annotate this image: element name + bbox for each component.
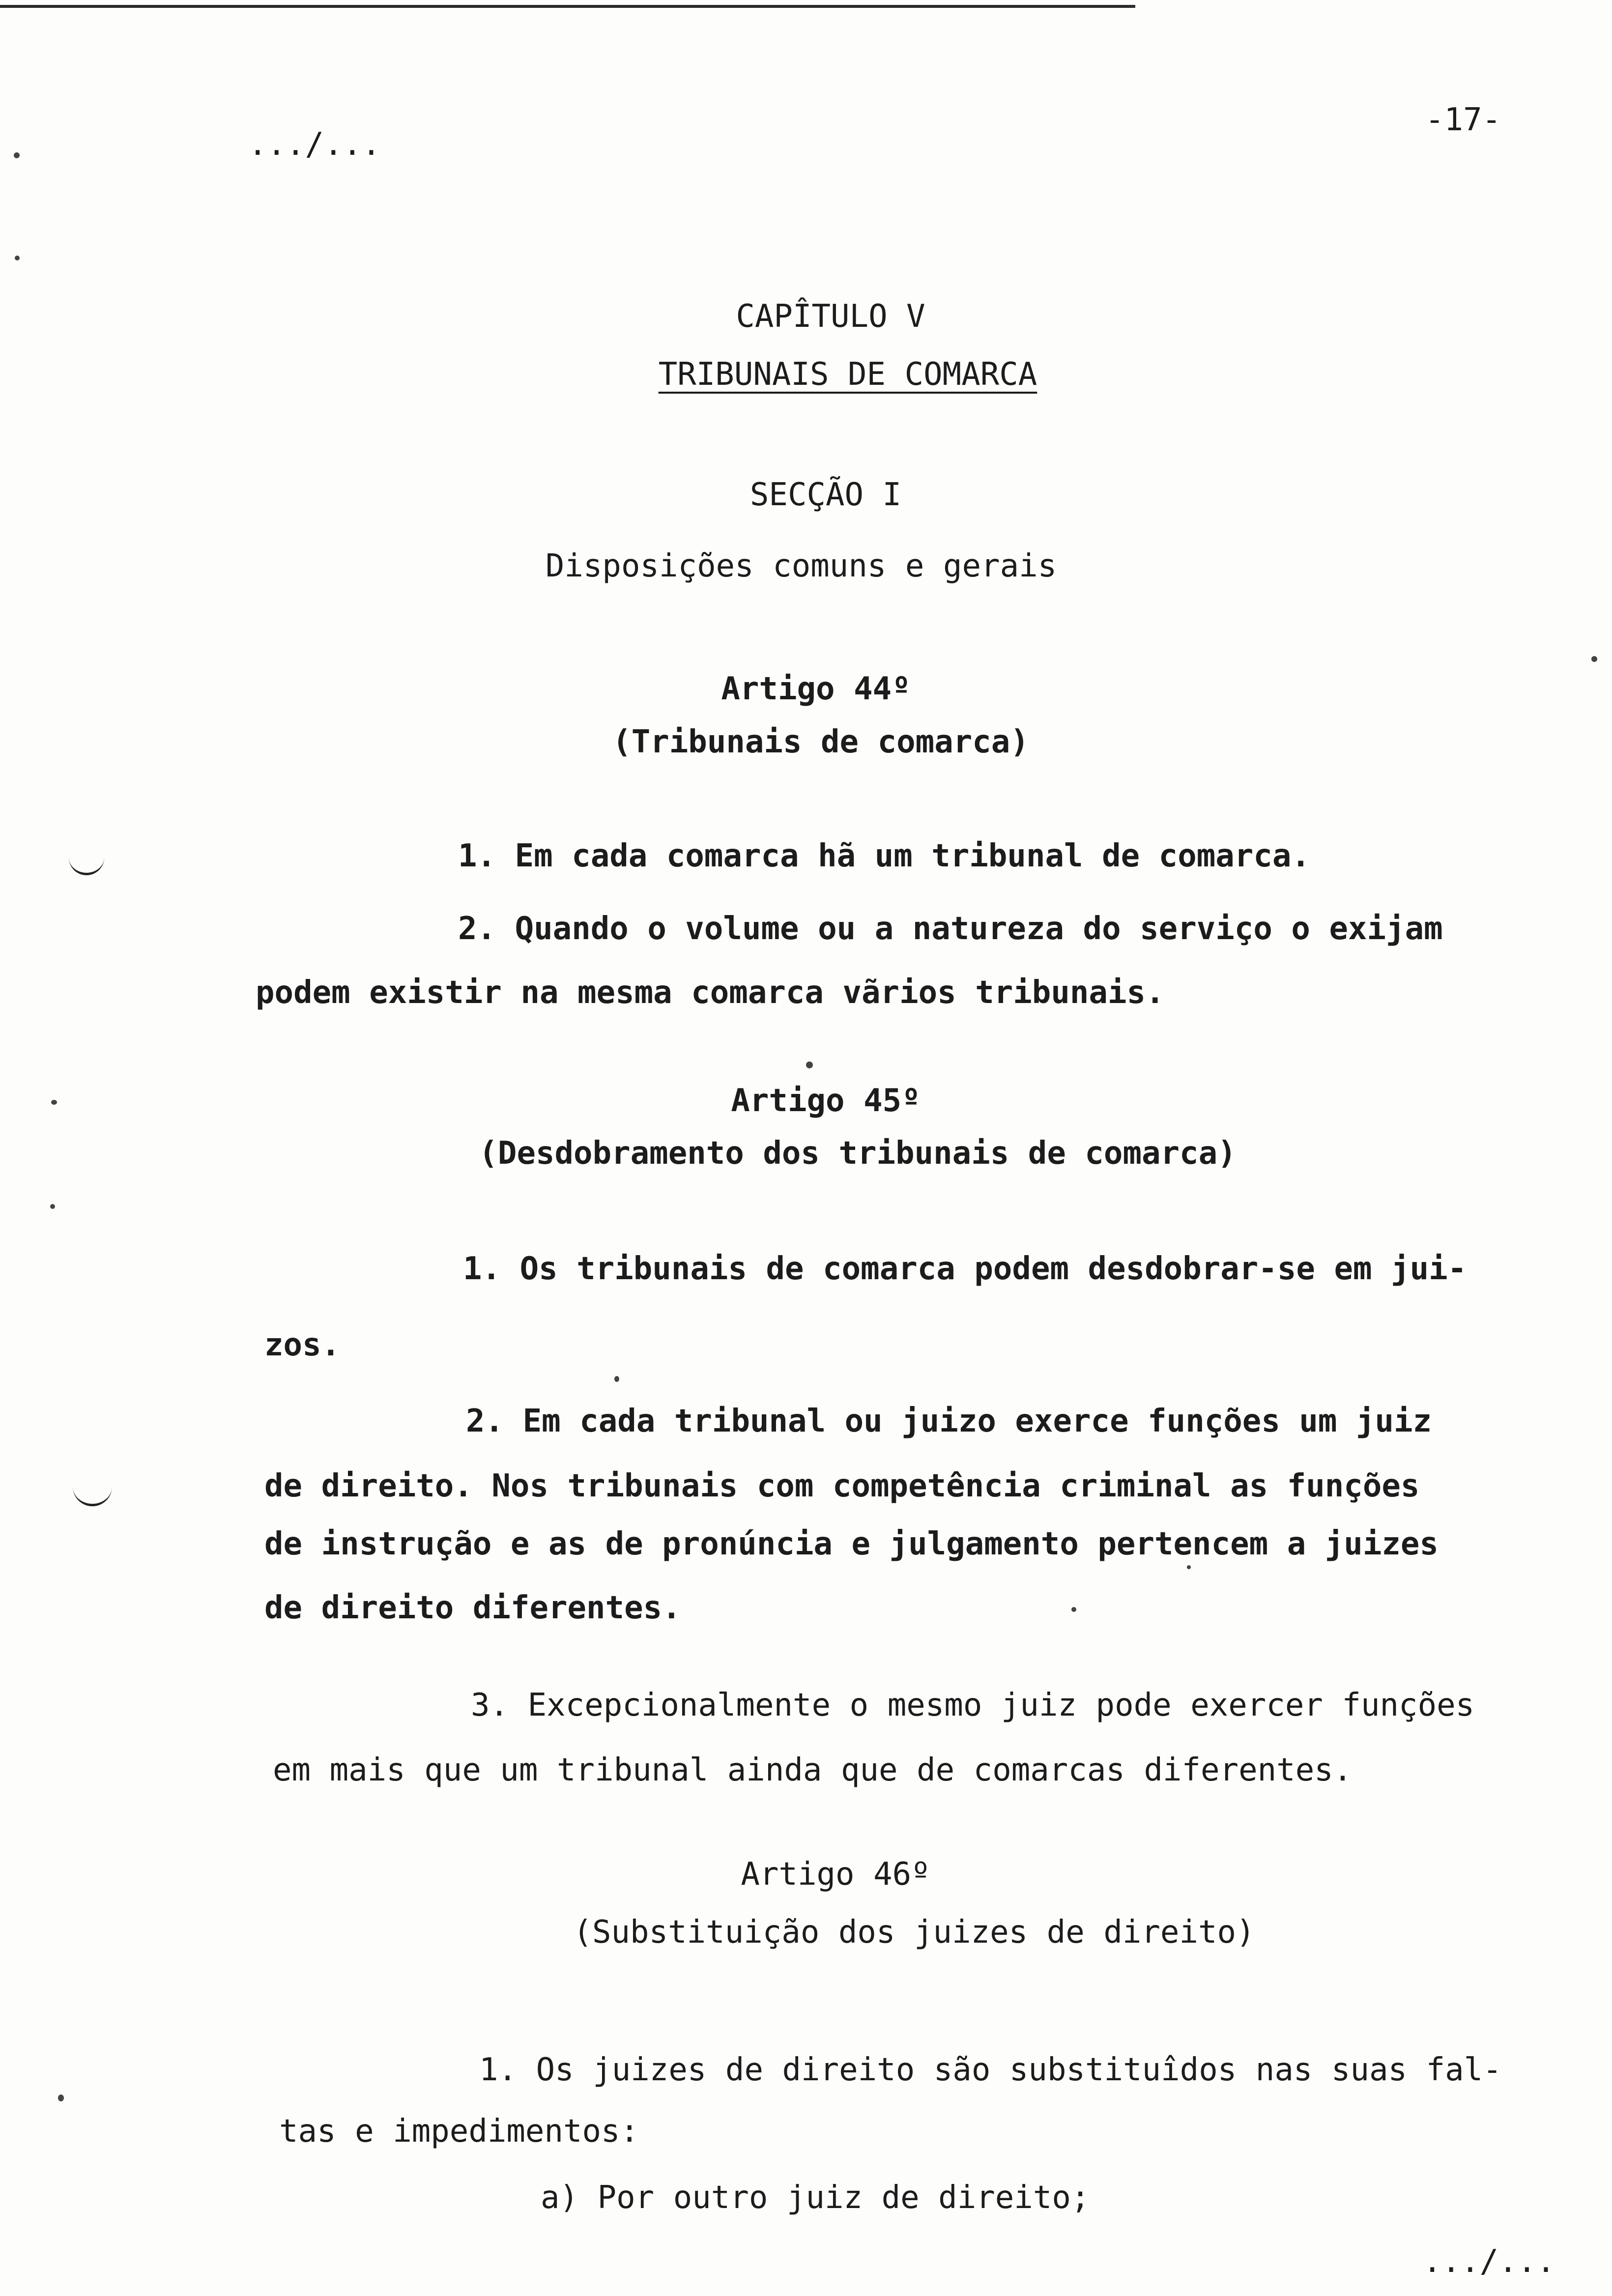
article-45-heading: (Desdobramento dos tribunais de comarca) [479,1135,1237,1172]
article-45-line-6: de direito diferentes. [264,1590,681,1626]
scan-speck [58,2095,64,2101]
article-45-number: Artigo 45º [731,1083,921,1119]
chapter-title: CAPÎTULO V [736,298,925,335]
scan-speck [14,152,20,158]
chapter-subtitle: TRIBUNAIS DE COMARCA [658,356,1037,393]
article-44-line-3: podem existir na mesma comarca vãrios tribunais. [256,975,1165,1011]
section-title: SECÇÃO I [749,477,902,513]
article-44-line-1: 1. Em cada comarca hã um tribunal de comarca. [458,838,1310,874]
article-46-line-1: 1. Os juizes de direito são substituîdos nas suas fal- [479,2052,1502,2088]
article-45-line-7: 3. Excepcionalmente o mesmo juiz pode exercer funções [471,1687,1475,1723]
article-44-line-2: 2. Quando o volume ou a natureza do serviço o exijam [458,911,1443,947]
article-46-line-2: tas e impedimentos: [279,2113,639,2150]
scan-speck [806,1062,813,1068]
scan-speck [1591,656,1597,662]
scan-speck [50,1204,55,1209]
continuation-marker-bottom: .../... [1423,2243,1555,2280]
scan-speck [1071,1607,1076,1612]
article-46-heading: (Substituição dos juizes de direito) [573,1914,1255,1951]
margin-mark [69,855,104,875]
page-number: -17- [1425,102,1501,138]
article-45-line-4: de direito. Nos tribunais com competência criminal as funções [264,1468,1420,1504]
article-46-number: Artigo 46º [741,1856,930,1893]
article-45-line-8: em mais que um tribunal ainda que de comarcas diferentes. [273,1752,1353,1788]
article-45-line-2: zos. [264,1327,341,1363]
scan-speck [1187,1565,1191,1569]
article-45-line-5: de instrução e as de pronúncia e julgamento pertencem a juizes [264,1526,1439,1562]
margin-mark [73,1484,112,1506]
section-subtitle: Disposições comuns e gerais [545,548,1057,584]
article-44-heading: (Tribunais de comarca) [612,724,1029,760]
scan-speck [15,256,20,260]
continuation-marker-top: .../... [248,126,381,163]
article-45-line-1: 1. Os tribunais de comarca podem desdobrar-se em jui- [463,1251,1467,1287]
top-rule [0,5,1135,8]
scan-speck [51,1100,57,1105]
article-44-number: Artigo 44º [721,671,911,707]
article-45-line-3: 2. Em cada tribunal ou juizo exerce funções um juiz [466,1403,1432,1439]
scan-speck [614,1376,619,1382]
article-46-line-3: a) Por outro juiz de direito; [541,2180,1090,2216]
